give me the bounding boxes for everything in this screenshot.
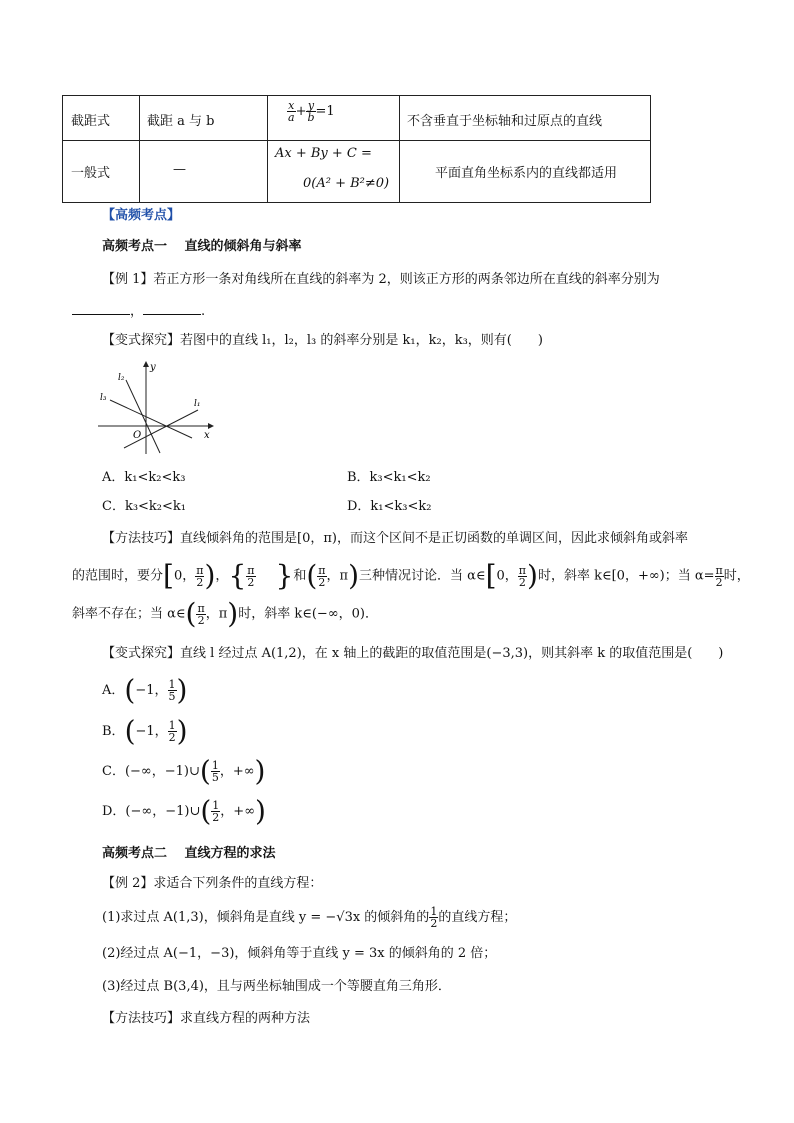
line-l2 (126, 380, 160, 453)
x-label: x (204, 430, 210, 441)
origin-label: O (133, 430, 142, 441)
table-cell-name: 截距式 (71, 114, 111, 129)
section-title: 【高频考点】 (102, 208, 181, 223)
table-col-divider (267, 96, 268, 202)
method-label: 【方法技巧】 (102, 531, 181, 546)
method-1-line-3: 斜率不存在；当 α∈( $\frac{\pi}{2}$ ，π)时，斜率 k∈(−∞，0)． (72, 597, 378, 630)
option-b[interactable]: B．(−1， $\frac{1}{2}$ ) (102, 714, 188, 748)
line-l1 (124, 410, 198, 448)
fraction: $\frac{\pi}{2}$ (247, 563, 255, 589)
option-b[interactable]: B．k₃<k₁<k₂ (347, 470, 431, 485)
table-cell-condition: — (173, 162, 186, 177)
l1-label: l₁ (194, 399, 201, 409)
table-cell-condition: 截距 a 与 b (147, 114, 215, 129)
example-2-item-2: (2)经过点 A(−1，−3)，倾斜角等于直线 y = 3x 的倾斜角的 2 倍； (102, 946, 497, 961)
table-cell-equation: 0(A² + B²≠0) (303, 176, 390, 191)
topic-heading: 高频考点二 直线方程的求法 (102, 846, 276, 861)
option-c[interactable]: C．(−∞，−1)∪( $\frac{1}{5}$ ，+∞) (102, 754, 266, 788)
fraction: $\frac{y}{b}$ (307, 99, 315, 124)
variant-label: 【变式探究】 (102, 646, 181, 661)
fraction: $\frac{x}{a}$ (288, 99, 295, 124)
fraction: $\frac{\pi}{2}$ (196, 563, 204, 589)
y-label: y (150, 362, 156, 373)
table-cell-scope: 不含垂直于坐标轴和过原点的直线 (407, 114, 603, 129)
option-a[interactable]: A．k₁<k₂<k₃ (102, 470, 186, 485)
table-cell-name: 一般式 (71, 166, 111, 181)
fraction: $\frac{1}{2}$ (430, 905, 438, 930)
line-equation-table (62, 95, 651, 203)
example-label: 【例 2】 (102, 876, 154, 891)
fraction: $\frac{\pi}{2}$ (318, 563, 326, 589)
table-col-divider (139, 96, 140, 202)
example-2: 【例 2】求适合下列条件的直线方程： (102, 876, 323, 891)
option-a[interactable]: A．(−1， $\frac{1}{5}$ ) (102, 673, 188, 707)
fraction: $\frac{\pi}{2}$ (715, 563, 723, 589)
fraction: $\frac{1}{2}$ (212, 799, 220, 824)
method-label: 【方法技巧】 (102, 1011, 181, 1026)
y-axis-arrow (143, 361, 149, 367)
method-1-line-2: 的范围时，要分[0， $\frac{\pi}{2}$ )，{ $\frac{\pi}{2}$ }和( $\frac{\pi}{2}$ ，π)三种情况讨论．当 α∈[0， $\frac{\pi}{2}$ )时，斜率 k∈[0，+∞)；当 α= $\frac{\pi}{2}$ 时， (72, 559, 750, 592)
answer-blank (72, 302, 130, 315)
example-2-item-1: (1)求过点 A(1,3)，倾斜角是直线 y = −√3x 的倾斜角的 $\frac{1}{2}$ 的直线方程； (102, 905, 517, 930)
table-cell-scope: 平面直角坐标系内的直线都适用 (435, 166, 618, 181)
line-slope-figure (96, 358, 216, 458)
variant-1 (102, 333, 543, 349)
fraction: $\frac{\pi}{2}$ (518, 563, 527, 589)
answer-blank (143, 302, 201, 315)
fraction: $\frac{\pi}{2}$ (197, 601, 205, 627)
variant-text: 若图中的直线 l₁，l₂，l₃ 的斜率分别是 k₁，k₂，k₃，则有( ) (180, 333, 543, 348)
x-axis-arrow (208, 423, 214, 429)
l2-label: l₂ (118, 373, 125, 383)
l3-label: l₃ (100, 393, 107, 403)
table-col-divider (399, 96, 400, 202)
table-cell-equation: $\frac{x}{a}$ + $\frac{y}{b}$ =1 (288, 99, 335, 124)
method-1-line-1: 【方法技巧】直线倾斜角的范围是[0，π)，而这个区间不是正切函数的单调区间，因此求倾斜角或斜率 (102, 531, 688, 546)
topic-heading: 高频考点一 直线的倾斜角与斜率 (102, 239, 302, 254)
example-2-item-3: (3)经过点 B(3,4)，且与两坐标轴围成一个等腰直角三角形． (102, 979, 451, 994)
variant-2: 【变式探究】直线 l 经过点 A(1,2)，在 x 轴上的截距的取值范围是(−3,3)，则其斜率 k 的取值范围是( ) (102, 646, 724, 661)
example-label: 【例 1】 (102, 272, 154, 287)
fraction: $\frac{1}{2}$ (168, 719, 176, 744)
option-c[interactable]: C．k₃<k₂<k₁ (102, 499, 186, 514)
example-1-blanks: ， . (72, 302, 205, 320)
fraction: $\frac{1}{5}$ (168, 678, 176, 703)
method-2: 【方法技巧】求直线方程的两种方法 (102, 1011, 311, 1026)
fraction: $\frac{1}{5}$ (211, 759, 219, 784)
example-text: 若正方形一条对角线所在直线的斜率为 2，则该正方形的两条邻边所在直线的斜率分别为 (153, 272, 660, 287)
variant-label: 【变式探究】 (102, 333, 181, 348)
example-1 (102, 272, 660, 288)
option-d[interactable]: D．(−∞，−1)∪( $\frac{1}{2}$ ，+∞) (102, 794, 266, 828)
table-cell-equation: Ax + By + C = (275, 146, 372, 161)
table-row-divider (63, 140, 650, 141)
option-d[interactable]: D．k₁<k₃<k₂ (347, 499, 432, 514)
